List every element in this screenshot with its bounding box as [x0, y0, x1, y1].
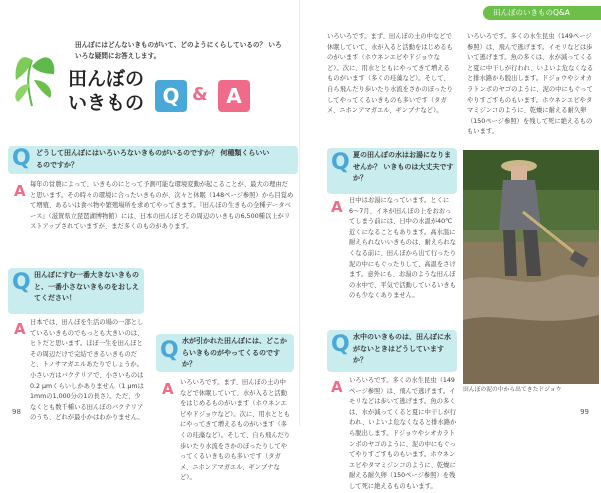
left-page: [0, 0, 301, 482]
q1-question: どうして田んぼにはいろいろないきものがいるのですか？ 何種類くらいいるのですか？: [36, 149, 270, 169]
title-line-2: いきもの: [68, 92, 145, 114]
q2-q-mark: Q: [12, 270, 31, 295]
q4-question: 夏の田んぼの水はお湯になりませんか？ いきものは大丈夫ですか？: [353, 151, 454, 182]
right-page: [301, 0, 601, 490]
q3-q-mark: Q: [160, 338, 179, 363]
q1-a-mark: A: [14, 182, 26, 200]
page-number-left: 98: [12, 408, 21, 416]
q3-answer-column: [327, 32, 455, 140]
rice-field-photo: [463, 150, 599, 384]
q2-answer-continued: [156, 268, 284, 332]
title-q-tile: Q: [155, 80, 187, 112]
intro-text: 田んぼにはどんないきものがいて、どのようにくらしているの？ いろいろな疑問にお答えします。: [75, 41, 282, 60]
photo-caption: 田んぼの泥の中から出てきたドジョウ: [463, 387, 562, 393]
title-line-1: 田んぼの: [68, 68, 145, 90]
q4-q-mark: Q: [331, 150, 350, 175]
page-number-right: 99: [580, 408, 589, 416]
q3-answer-right: いろいろです。まず、田んぼの土の中などで休眠していて、水が入ると活動をはじめるものがいます（ホウネンエビやドジョウなど）。次に、用水とともにやってきて増えるものがいます（多くの珪藻など）。そして、自ら飛んだり歩いたり水流をさかのぼったりしてやってくるいきものも多いです（タガメ、ニホンアマガエル、ギンブナなど）。: [327, 33, 453, 115]
q5-question: 水中のいきものは、田んぼに水がないときはどうしていますか？: [353, 333, 451, 364]
q3-answer-start: [180, 378, 292, 482]
q2-a-mark: A: [14, 320, 26, 338]
q5-q-mark: Q: [331, 332, 350, 357]
q3-answer: いろいろです。まず、田んぼの土の中などで休眠していて、水が入ると活動をはじめるものがいます（ホウネンエビやドジョウなど）。次に、用水とともにやってきて増えるものがいます（多くの珪藻など）。そして、自ら飛んだり歩いたり水流をさかのぼったりしてやってくるいきものも多いです（タガメ、ニホンアマガエル、ギンブナなど）。: [180, 379, 291, 482]
title-a-tile: A: [218, 80, 250, 112]
q1-q-mark: Q: [12, 146, 31, 171]
q3-question: 水が引かれた田んぼには、どこからいきものがやってくるのですか？: [182, 337, 287, 368]
q4-answer: 日中はお湯になっています。とくに6〜7月、イネが田んぼの上をおおってしまう前には、日中の水温が40℃近くになることもあります。高水温に耐えられないいきものは、耐えられなくなる前に、田んぼから出て行ったり泥の中にもぐったりして、高温をさけます。意外にも、お湯のような田んぼの水中で、平気で活動しているいきものも少なくありません。: [349, 197, 457, 300]
q4-a-mark: A: [331, 198, 343, 216]
q5-answer: いろいろです。多くの水生昆虫（149ページ参照）は、飛んで逃げます。イモリなどは歩いて逃げます。魚の多くは、水が減ってくると夏に中干しが行われ、いよいよ危なくなると排水路から脱出します。ドジョウやシオカラトンボのヤゴのように、泥の中にもぐってやりすごすものもいます。ホウネンエビやタマミジンコのように、乾燥に耐える耐久卵（150ページ参照）を残して死に絶えるものもいます。: [349, 377, 457, 490]
q2-answer: 日本では、田んぼを生活の場の一部としているいきものでもっとも大きいのは、ヒトだと思います。ほぼ一生を田んぼとその周辺だけで完結できるいきものだと、トノサマガエルあたりでしょうか。小さい方はバクテリアで、小さいものは0.2 μmくらいしかありません（1 μmは1mmの1,000分の1の長さ）。ただ、少なくとも数千種いる田んぼのバクテリアのうち、どれが最小かはわかりません。: [30, 319, 144, 422]
title-ampersand: &: [192, 84, 208, 105]
q1-answer: 毎年の営農によって、いきものにとって予測可能な環境変動が起こることが、最大の理由だと思います。その時々の環境に合ったいきものが、次々と休眠（148ページ参照）から目覚めて増殖、あるいは食べ物や繁殖場所を求めてやってきます。『田んぼの生きもの全種データベース』（滋賀県立琵琶湖博物館）には、日本の田んぼとその周辺のいきもの6,500種以上がリストアップされていますが、まだ多くのものがあります。: [30, 181, 294, 231]
section-header-label: 田んぼのいきものQ&A: [493, 8, 570, 17]
q5-a-mark: A: [331, 378, 343, 396]
q5-answer-right: いろいろです。多くの水生昆虫（149ページ参照）は、飛んで逃げます。イモリなどは歩いて逃げます。魚の多くは、水が減ってくると夏に中干しが行われ、いよいよ危なくなると排水路から脱出します。ドジョウやシオカラトンボのヤゴのように、泥の中にもぐってやりすごすものもいます。ホウネンエビやタマミジンコのように、乾燥に耐える耐久卵（150ページ参照）を残して死に絶えるものもいます。: [467, 33, 594, 136]
q3-a-mark: A: [162, 380, 174, 398]
leaf-illustration: [8, 40, 60, 110]
section-header: [483, 6, 601, 20]
q2-question: 田んぼにすむ一番大きないきものと、一番小さないきものをおしえてください！: [34, 271, 139, 302]
q5-answer-column: [467, 32, 597, 140]
